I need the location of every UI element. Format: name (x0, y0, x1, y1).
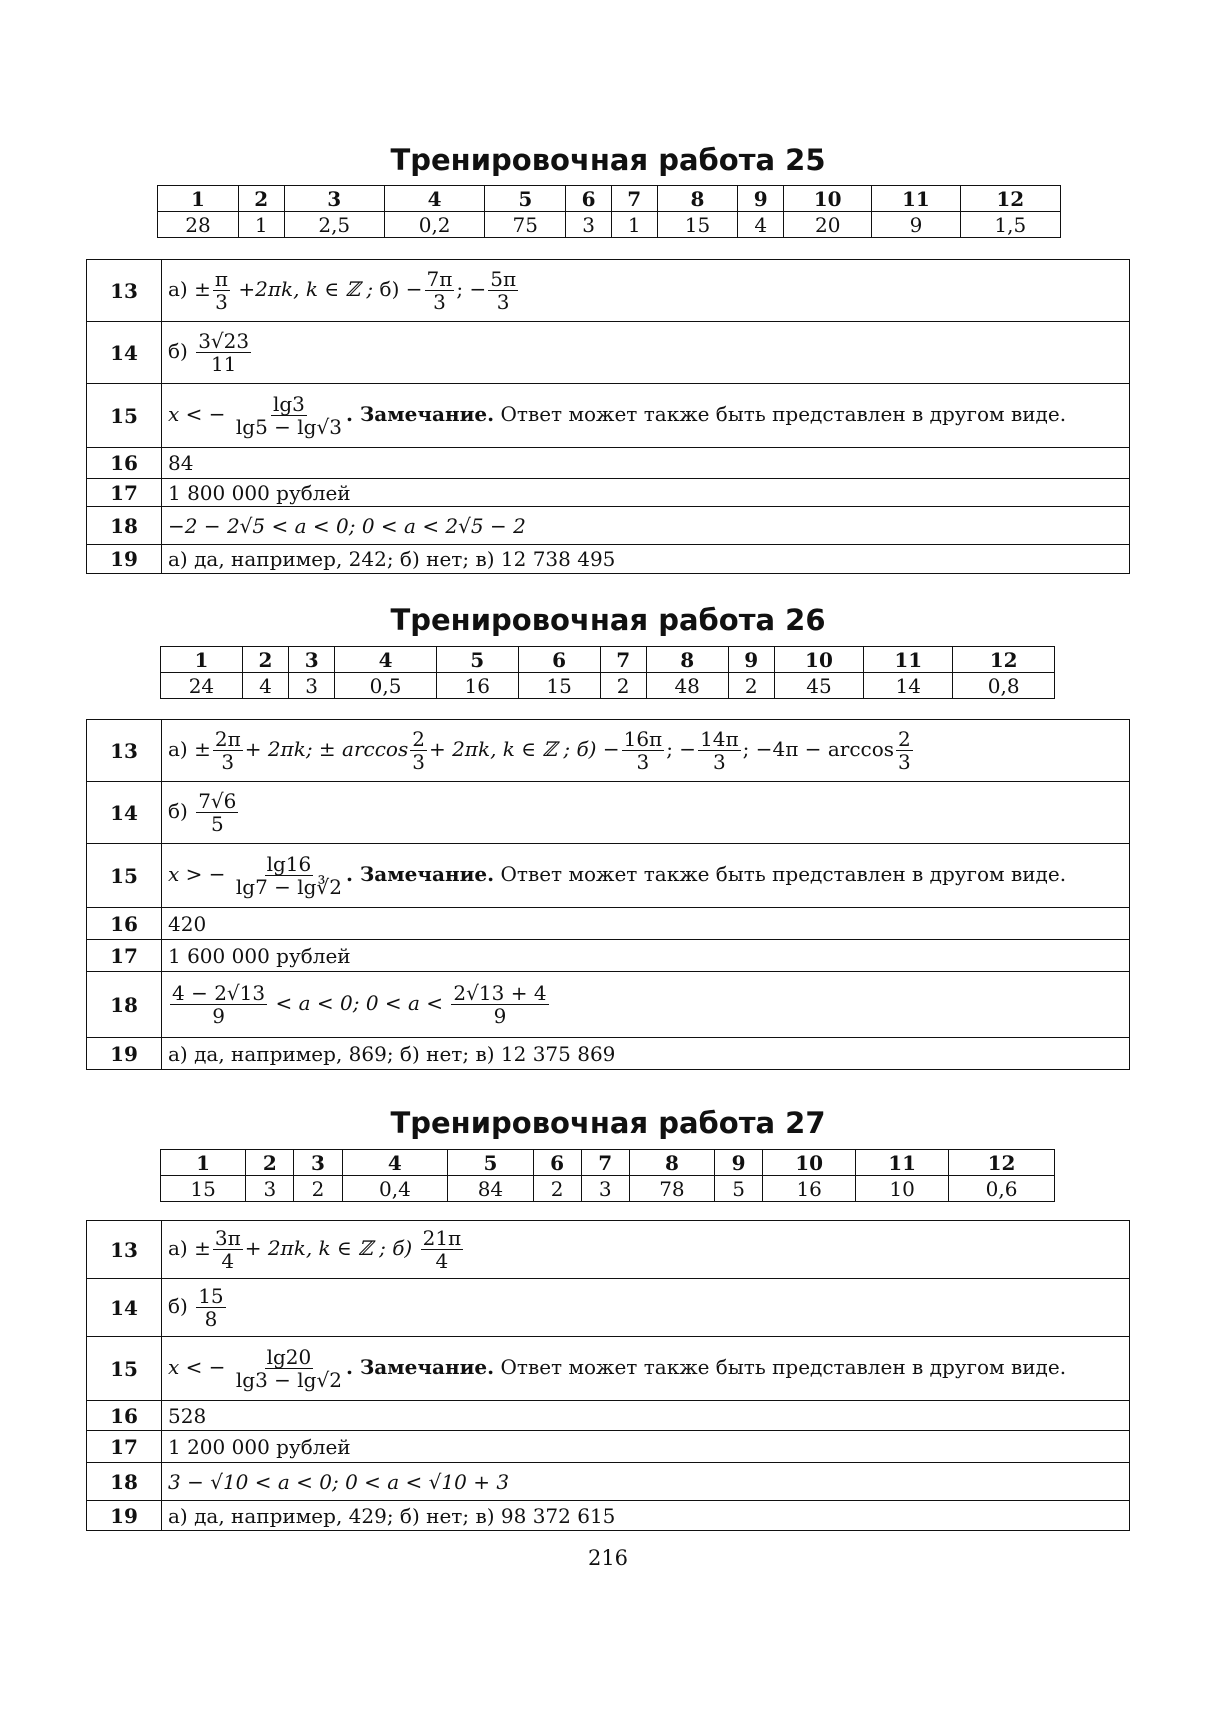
header-cell: 8 (629, 1150, 714, 1176)
answer-label: б) (168, 799, 188, 823)
work-27-long-table (86, 1220, 1130, 1531)
table-row (87, 972, 1130, 1038)
table-row (161, 647, 1055, 673)
answer-cell: 3 (581, 1176, 629, 1202)
fraction-numerator: 3π (214, 1226, 241, 1250)
fraction (622, 728, 665, 773)
fraction (213, 1227, 243, 1272)
answer-cell: 10 (856, 1176, 949, 1202)
fraction-denominator: lg3 − lg√2 (235, 1368, 342, 1392)
table-row (87, 782, 1130, 844)
answer-label: а) (168, 277, 188, 301)
table-row (87, 1279, 1130, 1337)
header-cell: 5 (436, 647, 518, 673)
work-26-title: Тренировочная работа 26 (390, 603, 826, 637)
math-text: + 2πk; ± arccos (244, 737, 409, 761)
answer-cell: 1 800 000 рублей (162, 479, 1130, 507)
task-number: 13 (87, 720, 162, 782)
fraction (213, 268, 230, 313)
note-label: . Замечание. (345, 1355, 495, 1379)
header-cell: 10 (774, 647, 863, 673)
math-text: + 2πk, k ∈ ℤ ; б) (244, 1236, 413, 1260)
header-cell: 3 (289, 647, 335, 673)
answer-cell: 3 (566, 212, 612, 238)
note-text: Ответ может также быть представлен в другом виде. (494, 402, 1067, 426)
header-cell: 1 (161, 647, 243, 673)
answer-cell: 1 (238, 212, 284, 238)
task-number: 16 (87, 448, 162, 479)
answer-cell: 0,6 (949, 1176, 1055, 1202)
header-cell: 11 (856, 1150, 949, 1176)
fraction (425, 268, 455, 313)
task-number: 16 (87, 908, 162, 940)
answer-cell: 420 (162, 908, 1130, 940)
fraction-denominator: 8 (204, 1307, 218, 1331)
work-25-short-table (157, 185, 1061, 238)
fraction-numerator: 4 − 2√13 (172, 981, 266, 1005)
fraction-denominator: 4 (435, 1249, 449, 1273)
answer-cell: а) да, например, 869; б) нет; в) 12 375 869 (162, 1038, 1130, 1070)
answer-cell: 1 200 000 рублей (162, 1431, 1130, 1463)
task-number: 19 (87, 1501, 162, 1531)
answer-cell: 2 (728, 673, 774, 699)
fraction-denominator: lg7 − lg∛2 (235, 875, 342, 899)
header-cell: 2 (246, 1150, 294, 1176)
answer-cell: 28 (158, 212, 239, 238)
fraction-denominator: 3 (898, 750, 911, 774)
fraction (196, 790, 238, 835)
answer-cell: 16 (436, 673, 518, 699)
answer-cell: 1 600 000 рублей (162, 940, 1130, 972)
answer-label: б) (168, 339, 188, 363)
answer-cell: 15 (161, 1176, 246, 1202)
answer-cell: 2,5 (284, 212, 384, 238)
answer-cell: 84 (448, 1176, 533, 1202)
table-row (87, 260, 1130, 322)
answer-cell: 48 (646, 673, 728, 699)
table-row (161, 1176, 1055, 1202)
math-text: а) ± (168, 1236, 211, 1260)
answer-cell (162, 1463, 1130, 1501)
fraction-denominator: 3 (215, 290, 228, 314)
fraction-numerator: 7√6 (198, 789, 237, 813)
header-cell: 8 (646, 647, 728, 673)
fraction-denominator: 3 (221, 750, 235, 774)
math-text: x < − (168, 1355, 226, 1379)
answer-cell: 2 (294, 1176, 342, 1202)
table-row (87, 1337, 1130, 1401)
fraction-numerator: 16π (623, 727, 663, 751)
fraction-denominator: 9 (212, 1004, 225, 1028)
table-row (87, 1431, 1130, 1463)
answer-cell: 1 (611, 212, 657, 238)
fraction-numerator: 2π (214, 727, 241, 751)
header-cell: 9 (738, 186, 784, 212)
fraction (234, 853, 344, 898)
table-row (87, 1463, 1130, 1501)
fraction-numerator: lg20 (266, 1345, 312, 1369)
answer-cell (162, 844, 1130, 908)
answer-cell (162, 384, 1130, 448)
answer-cell: 3 (246, 1176, 294, 1202)
header-cell: 3 (284, 186, 384, 212)
table-row (87, 844, 1130, 908)
task-number: 15 (87, 1337, 162, 1401)
header-cell: 7 (581, 1150, 629, 1176)
math-text: −2 − 2√5 < a < 0; 0 < a < 2√5 − 2 (168, 513, 526, 538)
math-text: а) ± (168, 737, 211, 761)
task-number: 14 (87, 322, 162, 384)
header-cell: 4 (342, 1150, 448, 1176)
header-cell: 9 (728, 647, 774, 673)
answer-cell: 4 (738, 212, 784, 238)
header-cell: 4 (384, 186, 484, 212)
task-number: 17 (87, 940, 162, 972)
work-27-title: Тренировочная работа 27 (390, 1106, 826, 1140)
header-cell: 10 (763, 1150, 856, 1176)
task-number: 15 (87, 844, 162, 908)
fraction (196, 330, 251, 375)
fraction (234, 393, 344, 438)
fraction-numerator: 21π (422, 1226, 462, 1250)
header-cell: 1 (158, 186, 239, 212)
work-26-short-table (160, 646, 1055, 699)
fraction (410, 728, 427, 773)
fraction (698, 728, 741, 773)
table-row (87, 1038, 1130, 1070)
header-cell: 7 (611, 186, 657, 212)
header-cell: 6 (566, 186, 612, 212)
answer-cell (162, 720, 1130, 782)
fraction-numerator: π (214, 267, 229, 291)
fraction (213, 728, 243, 773)
table-row (87, 940, 1130, 972)
answer-cell: 4 (242, 673, 288, 699)
fraction-denominator: 11 (210, 352, 237, 376)
header-cell: 7 (600, 647, 646, 673)
answer-cell: 0,2 (384, 212, 484, 238)
answer-label: б) (168, 1294, 188, 1318)
work-27-short-table (160, 1149, 1055, 1202)
header-cell: 10 (784, 186, 872, 212)
work-26-long-table (86, 719, 1130, 1070)
work-25-long-table (86, 259, 1130, 574)
table-row (87, 322, 1130, 384)
fraction-denominator: 3 (412, 750, 425, 774)
note-text: Ответ может также быть представлен в другом виде. (494, 1355, 1067, 1379)
table-row (87, 908, 1130, 940)
answer-cell: 15 (518, 673, 600, 699)
note-label: . Замечание. (345, 402, 495, 426)
answer-cell: 9 (872, 212, 960, 238)
task-number: 13 (87, 260, 162, 322)
fraction (234, 1346, 344, 1391)
page-number: 216 (587, 1546, 629, 1570)
header-cell: 9 (715, 1150, 763, 1176)
header-cell: 2 (238, 186, 284, 212)
task-number: 15 (87, 384, 162, 448)
header-cell: 4 (335, 647, 437, 673)
task-number: 16 (87, 1401, 162, 1431)
fraction-numerator: lg3 (272, 392, 305, 416)
math-text: x < − (168, 402, 226, 426)
header-cell: 1 (161, 1150, 246, 1176)
answer-cell: 16 (763, 1176, 856, 1202)
fraction-numerator: 2 (898, 727, 911, 751)
fraction-numerator: 2√13 + 4 (453, 981, 547, 1005)
answer-cell: 20 (784, 212, 872, 238)
fraction-numerator: 14π (700, 727, 739, 751)
work-25-title: Тренировочная работа 25 (390, 143, 826, 177)
fraction-denominator: 3 (712, 750, 726, 774)
fraction-numerator: 5π (490, 267, 517, 291)
fraction (896, 728, 913, 773)
answer-cell: 0,5 (335, 673, 437, 699)
answer-cell (162, 1337, 1130, 1401)
answer-cell: 75 (485, 212, 566, 238)
header-cell: 12 (949, 1150, 1055, 1176)
table-row (87, 720, 1130, 782)
table-row (87, 507, 1130, 545)
task-number: 19 (87, 545, 162, 574)
answer-cell: 15 (657, 212, 738, 238)
table-row (87, 1401, 1130, 1431)
answer-cell (162, 972, 1130, 1038)
fraction (451, 982, 548, 1027)
answer-cell: а) ± $\frac{\pi}{3}$ +2πk, k ∈ ℤ ; б) − $\frac{7\pi}{3}$ ; − $\frac{5\pi}{3}$ (162, 260, 1130, 322)
fraction (170, 982, 267, 1027)
header-cell: 12 (953, 647, 1055, 673)
note-label: . Замечание. (345, 862, 495, 886)
answer-cell (162, 1221, 1130, 1279)
fraction-numerator: 7π (426, 267, 453, 291)
header-cell: 11 (872, 186, 960, 212)
fraction-denominator: 5 (210, 812, 224, 836)
answer-cell: а) да, например, 429; б) нет; в) 98 372 615 (162, 1501, 1130, 1531)
math-text: + 2πk, k ∈ ℤ ; б) − (428, 737, 620, 761)
answer-cell: а) да, например, 242; б) нет; в) 12 738 495 (162, 545, 1130, 574)
task-number: 17 (87, 479, 162, 507)
math-text: ± (194, 277, 211, 301)
math-text: 3 − √10 < a < 0; 0 < a < √10 + 3 (168, 1469, 510, 1494)
header-cell: 12 (960, 186, 1060, 212)
header-cell: 3 (294, 1150, 342, 1176)
fraction (196, 1285, 225, 1330)
table-row (158, 212, 1061, 238)
task-number: 18 (87, 507, 162, 545)
table-row (87, 1221, 1130, 1279)
table-row (158, 186, 1061, 212)
answer-cell: 0,4 (342, 1176, 448, 1202)
fraction-denominator: 3 (636, 750, 650, 774)
answer-cell: 3 (289, 673, 335, 699)
task-number: 14 (87, 1279, 162, 1337)
fraction-denominator: 3 (433, 290, 446, 314)
fraction-numerator: 15 (198, 1284, 224, 1308)
math-text: < a < 0; 0 < a < (269, 991, 450, 1015)
answer-cell: 1,5 (960, 212, 1060, 238)
task-number: 17 (87, 1431, 162, 1463)
answer-cell: 24 (161, 673, 243, 699)
table-row (161, 673, 1055, 699)
answer-cell: 2 (600, 673, 646, 699)
fraction-denominator: 4 (221, 1249, 235, 1273)
answer-cell: 0,8 (953, 673, 1055, 699)
math-text: ; −4π − arccos (742, 737, 895, 761)
math-text: x > − (168, 862, 226, 886)
fraction-denominator: 9 (493, 1004, 507, 1028)
header-cell: 6 (518, 647, 600, 673)
table-row (87, 1501, 1130, 1531)
header-cell: 2 (242, 647, 288, 673)
table-row (87, 545, 1130, 574)
fraction (488, 268, 518, 313)
table-row (87, 384, 1130, 448)
answer-cell (162, 782, 1130, 844)
table-row (87, 448, 1130, 479)
answer-cell (162, 507, 1130, 545)
fraction-numerator: lg16 (266, 852, 312, 876)
task-number: 13 (87, 1221, 162, 1279)
fraction-numerator: 3√23 (198, 329, 250, 353)
header-cell: 8 (657, 186, 738, 212)
task-number: 14 (87, 782, 162, 844)
answer-cell: 528 (162, 1401, 1130, 1431)
answer-cell: 45 (774, 673, 863, 699)
answer-cell: 2 (533, 1176, 581, 1202)
math-text: ; − (666, 737, 697, 761)
answer-cell (162, 1279, 1130, 1337)
table-row (87, 479, 1130, 507)
answer-cell: 14 (864, 673, 953, 699)
header-cell: 5 (448, 1150, 533, 1176)
table-row (161, 1150, 1055, 1176)
answer-cell: 84 (162, 448, 1130, 479)
header-cell: 11 (864, 647, 953, 673)
answer-cell: 78 (629, 1176, 714, 1202)
math-text: +2πk, k ∈ ℤ ; (238, 277, 374, 301)
header-cell: 6 (533, 1150, 581, 1176)
header-cell: 5 (485, 186, 566, 212)
answer-label: б) (379, 277, 400, 301)
fraction-denominator: lg5 − lg√3 (235, 415, 342, 439)
note-text: Ответ может также быть представлен в другом виде. (494, 862, 1067, 886)
task-number: 18 (87, 972, 162, 1038)
fraction-denominator: 3 (496, 290, 510, 314)
answer-cell: 5 (715, 1176, 763, 1202)
fraction (421, 1227, 464, 1272)
fraction-numerator: 2 (412, 727, 425, 751)
task-number: 19 (87, 1038, 162, 1070)
task-number: 18 (87, 1463, 162, 1501)
answer-cell (162, 322, 1130, 384)
